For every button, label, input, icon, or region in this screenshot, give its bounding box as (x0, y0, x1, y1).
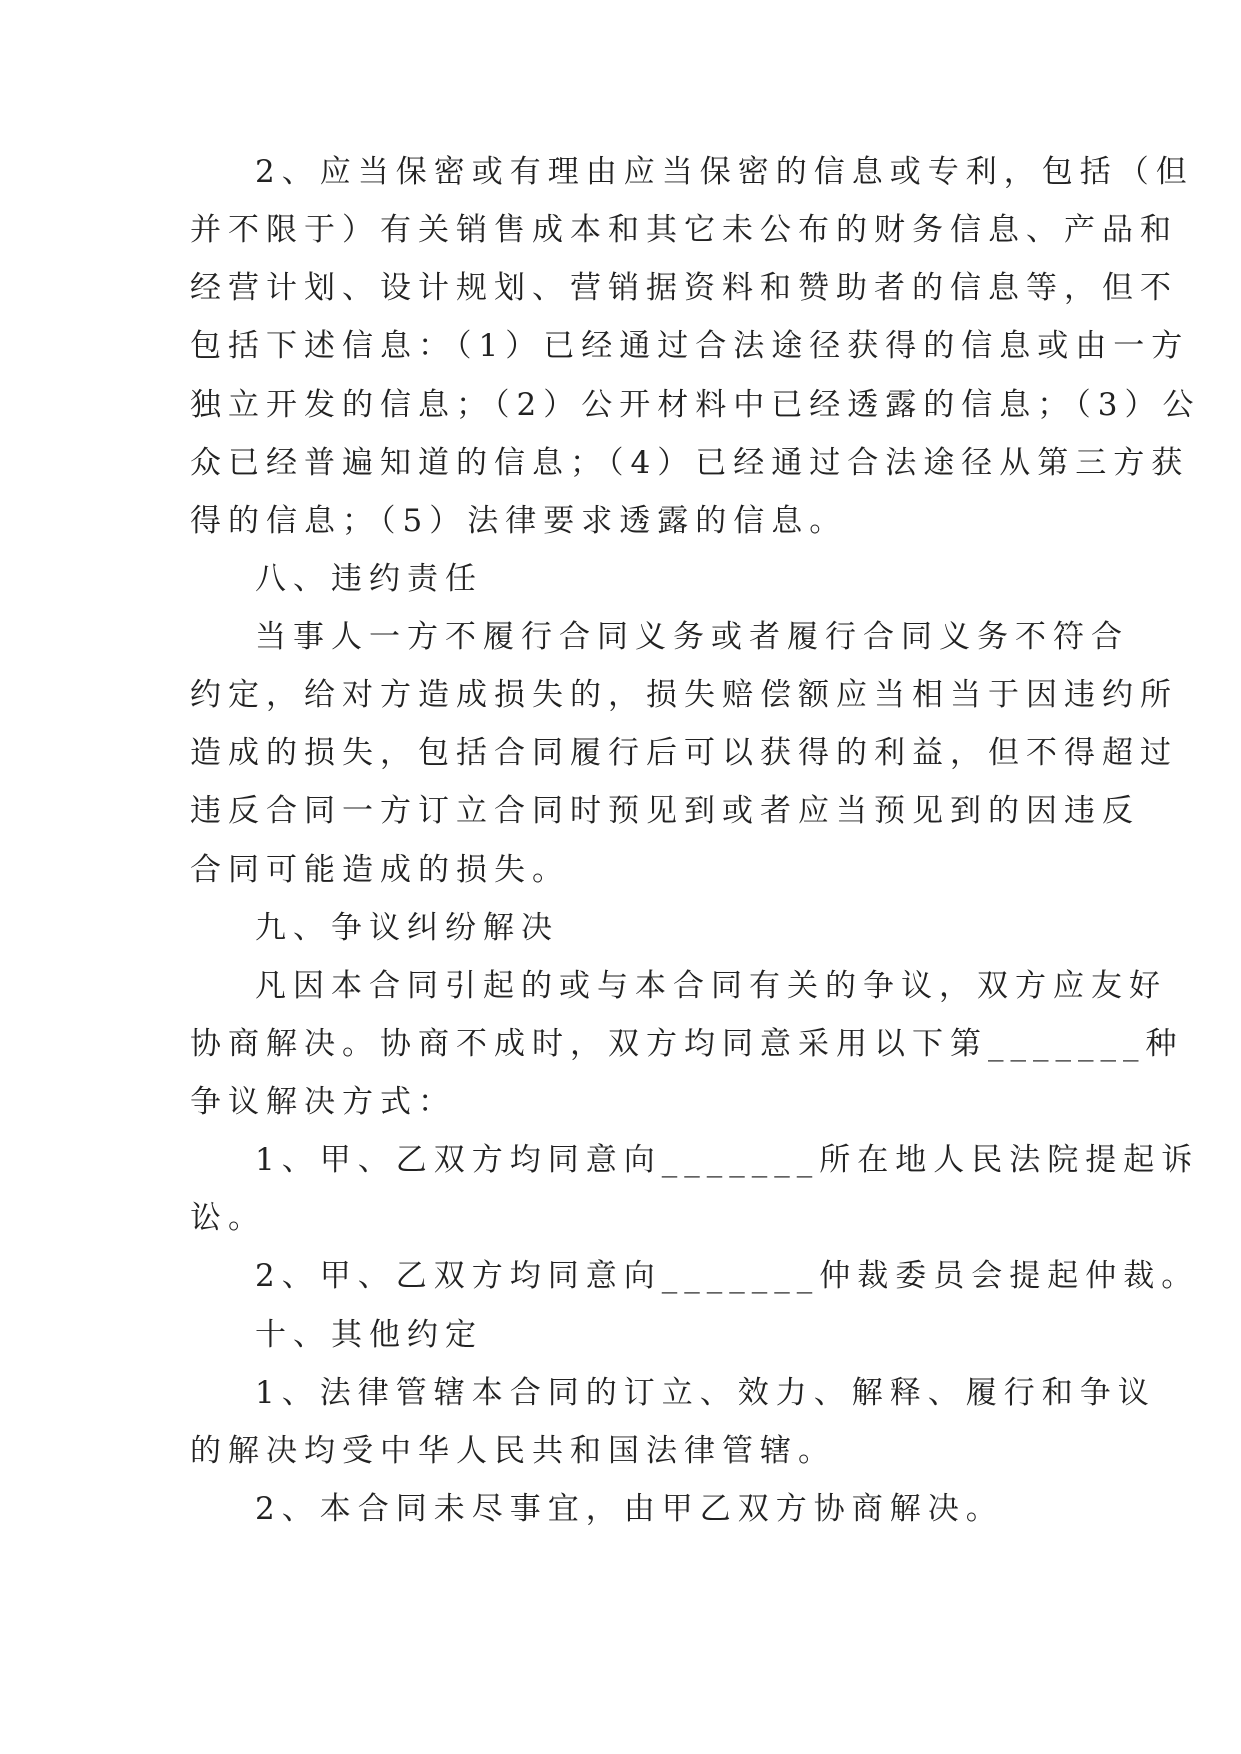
section-heading: 九、争议纠纷解决 (255, 910, 559, 946)
paragraph-line: 1、法律管辖本合同的订立、效力、解释、履行和争议 (255, 1375, 1156, 1411)
paragraph-line: 合同可能造成的损失。 (190, 852, 570, 888)
paragraph-line: 得的信息；（5）法律要求透露的信息。 (190, 503, 848, 539)
paragraph-line: 违反合同一方订立合同时预见到或者应当预见到的因违反 (190, 793, 1140, 829)
paragraph-line: 讼。 (190, 1200, 266, 1236)
paragraph-line: 1、甲、乙双方均同意向_______所在地人民法院提起诉 (255, 1142, 1200, 1178)
paragraph-line: 约定，给对方造成损失的，损失赔偿额应当相当于因违约所 (190, 677, 1178, 713)
paragraph-line: 协商解决。协商不成时，双方均同意采用以下第_______种 (190, 1026, 1184, 1062)
paragraph-line: 争议解决方式： (190, 1084, 456, 1120)
section-heading: 十、其他约定 (255, 1317, 483, 1353)
section-heading: 八、违约责任 (255, 561, 483, 597)
paragraph-line: 凡因本合同引起的或与本合同有关的争议，双方应友好 (255, 968, 1167, 1004)
paragraph-line: 当事人一方不履行合同义务或者履行合同义务不符合 (255, 619, 1129, 655)
paragraph-line: 并不限于）有关销售成本和其它未公布的财务信息、产品和 (190, 212, 1178, 248)
paragraph-line: 独立开发的信息；（2）公开材料中已经透露的信息；（3）公 (190, 387, 1201, 423)
paragraph-line: 2、本合同未尽事宜，由甲乙双方协商解决。 (255, 1491, 1004, 1527)
paragraph-line: 的解决均受中华人民共和国法律管辖。 (190, 1433, 836, 1469)
paragraph-line: 造成的损失，包括合同履行后可以获得的利益，但不得超过 (190, 735, 1178, 771)
paragraph-line: 2、甲、乙双方均同意向_______仲裁委员会提起仲裁。 (255, 1258, 1200, 1294)
paragraph-line: 经营计划、设计规划、营销据资料和赞助者的信息等，但不 (190, 270, 1178, 306)
paragraph-line: 2、应当保密或有理由应当保密的信息或专利，包括（但 (255, 154, 1194, 190)
paragraph-line: 众已经普遍知道的信息；（4）已经通过合法途径从第三方获 (190, 445, 1190, 481)
paragraph-line: 包括下述信息：（1）已经通过合法途径获得的信息或由一方 (190, 328, 1190, 364)
